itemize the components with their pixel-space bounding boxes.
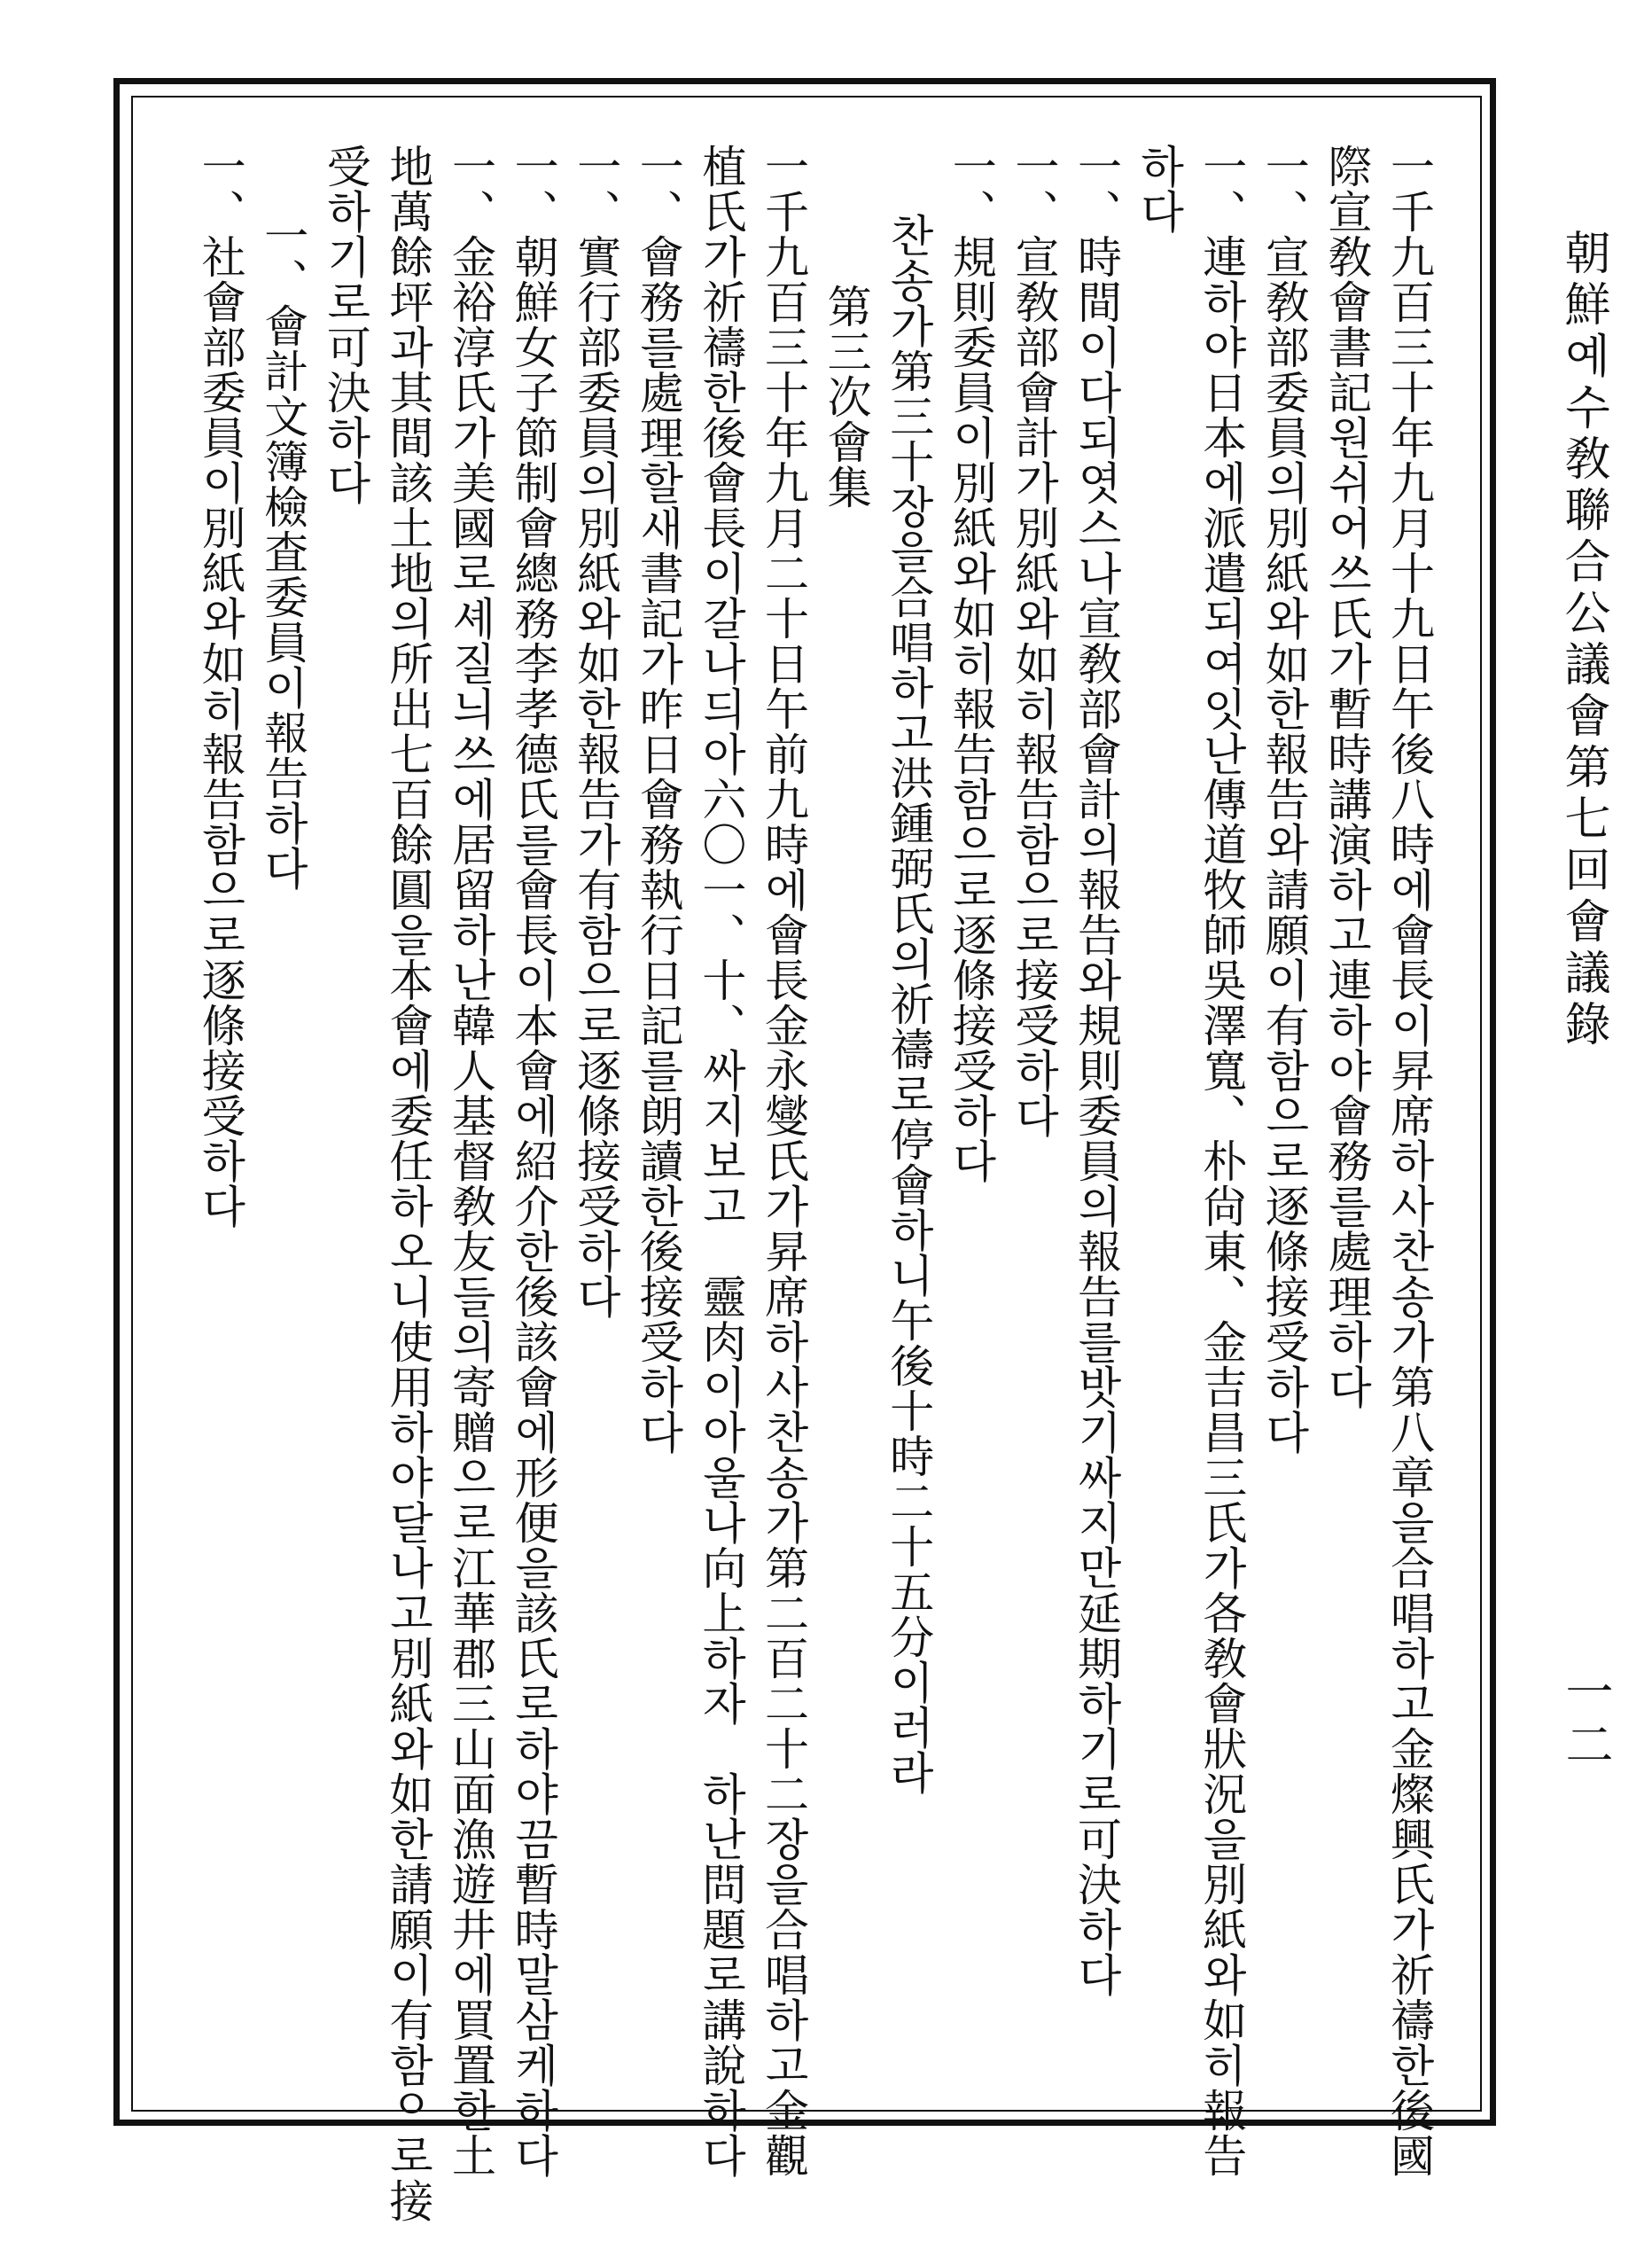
text-column: 一、宣敎部委員의別紙와如한報告와請願이有함으로逐條接受하다	[1258, 144, 1310, 1455]
text-column: 一、宣敎部會計가別紙와如히報告함으로接受하다	[1008, 144, 1060, 1138]
text-column: 一、朝鮮女子節制會總務李孝德氏를會長이本會에紹介한後該會에形便을該氏로하야끔暫時말삼케하다	[507, 144, 559, 2178]
page-number: 一二	[1558, 1667, 1614, 1773]
text-column: 一千九百三十年九月十九日午後八時에會長이昇席하사찬송가第八章을合唱하고金燦興氏가祈禱한後國	[1383, 144, 1435, 2178]
text-column: 一、會計文簿檢査委員이報告하다	[257, 213, 309, 891]
running-header-title: 朝鮮예수敎聯合公議會第七回會議錄	[1556, 229, 1609, 1051]
text-column: 一、金裕淳氏가美國로셰질늬쓰에居留하난韓人基督敎友들의寄贈으로江華郡三山面漁遊井에買置한土	[445, 144, 496, 2178]
text-column: 第三次會集	[820, 284, 872, 510]
text-column: 際宣敎會書記원쉬어쓰氏가暫時講演하고連하야會務를處理하다	[1321, 144, 1373, 1410]
text-column: 受하기로可決하다	[319, 144, 371, 505]
text-column: 하다	[1133, 144, 1185, 234]
text-column: 地萬餘坪과其間該土地의所出七百餘圓을本會에委任하오니使用하야달나고別紙와如한請願이有함으로接	[382, 144, 434, 2223]
text-column: 一千九百三十年九月二十日午前九時에會長金永燮氏가昇席하사찬송가第二百二十二장을合唱하고金觀	[758, 144, 809, 2178]
text-column: 一、規則委員이別紙와如히報告함으로逐條接受하다	[945, 144, 997, 1183]
text-column: 一、時間이다되엿스나宣敎部會計의報告와規則委員의報告를밧기싸지만延期하기로可決하다	[1071, 144, 1122, 1997]
text-column: 一、社會部委員이別紙와如히報告함으로逐條接受하다	[194, 144, 246, 1229]
text-column: 一、實行部委員의別紙와如한報告가有함으로逐條接受하다	[570, 144, 622, 1319]
text-column: 植氏가祈禱한後會長이갈나듸아六〇一、十、싸지보고 靈肉이아울나向上하자 하난問題로講說하다	[695, 144, 747, 2178]
text-column: 一、會務를處理할새書記가昨日會務執行日記를朗讀한後接受하다	[632, 144, 684, 1455]
text-column: 一、連하야日本에派遣되여잇난傳道牧師吳澤寬、朴尙東、金吉昌三氏가各敎會狀況을別紙와如히報告	[1196, 144, 1248, 2178]
text-column: 찬송가第三十장을合唱하고洪鍾弼氏의祈禱로停會하니午後十時二十五分이러라	[883, 213, 935, 1795]
